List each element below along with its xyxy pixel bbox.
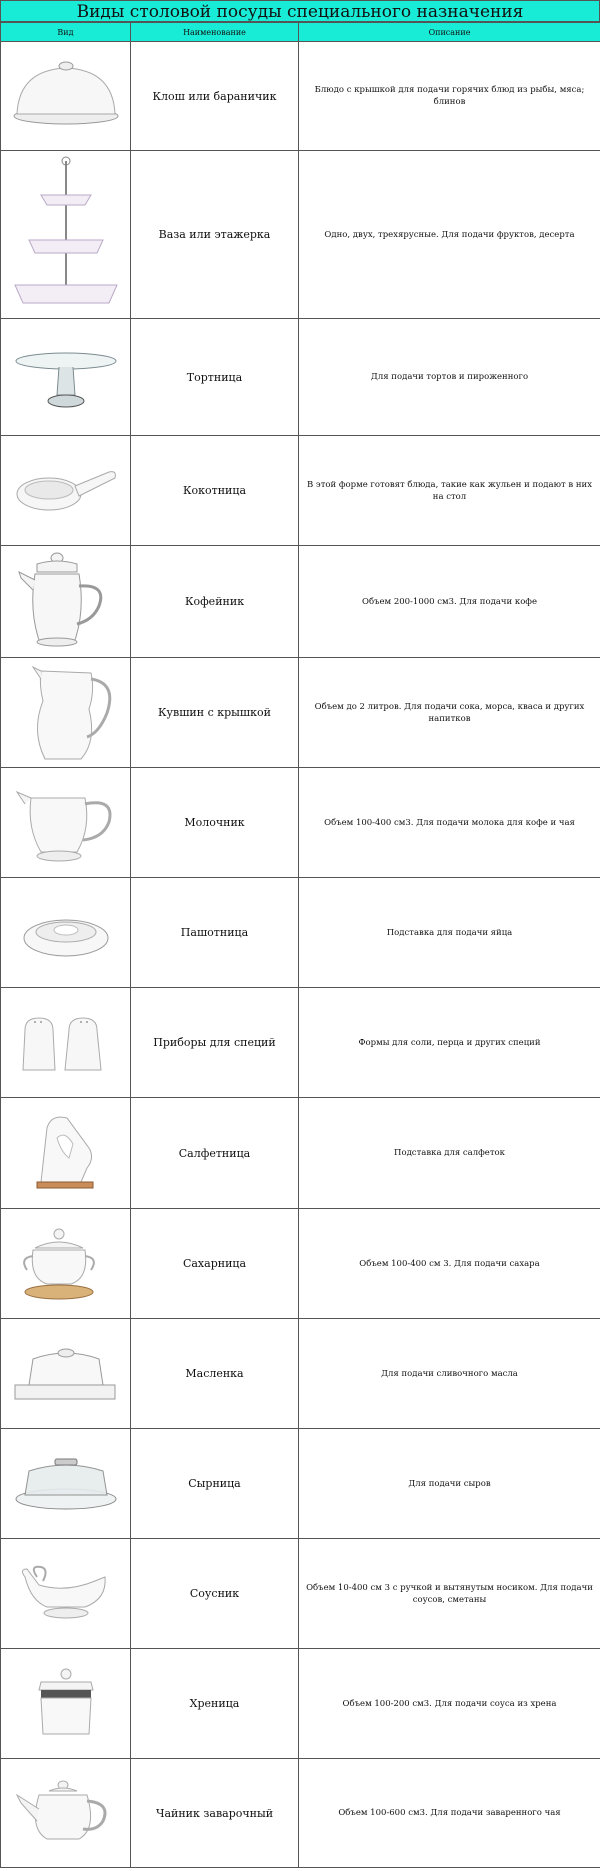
row-image-cell [1,1319,131,1429]
table-row [1,988,600,1098]
row-image-cell [1,42,131,151]
row-image-cell [1,1429,131,1539]
gravy-boat-icon [11,1559,121,1629]
butter-dish-icon [11,1339,121,1409]
row-image-cell [1,878,131,988]
creamer-icon [11,778,121,868]
row-image-cell [1,988,131,1098]
row-description: Одно, двух, трехярусные. Для подачи фруктов, десерта [299,151,600,319]
coffee-pot-icon [11,550,121,654]
cake-stand-icon [11,337,121,417]
cocotte-icon [11,456,121,526]
row-name: Хреница [131,1649,299,1759]
row-name: Клош или бараничик [131,42,299,151]
row-image-cell [1,1209,131,1319]
row-name: Приборы для специй [131,988,299,1098]
row-name: Кофейник [131,546,299,658]
row-name: Чайник заварочный [131,1759,299,1868]
row-name: Сахарница [131,1209,299,1319]
row-description: В этой форме готовят блюда, такие как жульен и подают в них на стол [299,436,600,546]
row-description: Объем 100-400 см 3. Для подачи сахара [299,1209,600,1319]
row-image-cell [1,546,131,658]
row-name: Молочник [131,768,299,878]
table-row [1,1429,600,1539]
napkin-holder-icon [11,1108,121,1198]
row-image-cell [1,319,131,436]
row-image-cell [1,1539,131,1649]
tableware-table [0,22,600,1868]
teapot-icon [11,1773,121,1853]
row-description: Объем до 2 литров. Для подачи сока, морса, кваса и других напитков [299,658,600,768]
horseradish-pot-icon [11,1664,121,1744]
table-row [1,319,600,436]
row-description: Формы для соли, перца и других специй [299,988,600,1098]
row-name: Салфетница [131,1098,299,1209]
column-header-description: Описание [299,23,600,42]
sugar-bowl-icon [11,1224,121,1304]
row-name: Соусник [131,1539,299,1649]
row-name: Пашотница [131,878,299,988]
table-row [1,1759,600,1868]
row-name: Кувшин с крышкой [131,658,299,768]
row-description: Объем 100-400 см3. Для подачи молока для кофе и чая [299,768,600,878]
table-row [1,768,600,878]
tiered-stand-icon [11,155,121,315]
table-row [1,1649,600,1759]
row-image-cell [1,1649,131,1759]
table-row [1,151,600,319]
row-image-cell [1,768,131,878]
table-row [1,42,600,151]
row-description: Подставка для подачи яйца [299,878,600,988]
table-row [1,436,600,546]
row-name: Ваза или этажерка [131,151,299,319]
row-description: Объем 200-1000 см3. Для подачи кофе [299,546,600,658]
table-row [1,546,600,658]
row-name: Сырница [131,1429,299,1539]
row-image-cell [1,436,131,546]
row-description: Объем 100-600 см3. Для подачи заваренного чая [299,1759,600,1868]
row-description: Для подачи сыров [299,1429,600,1539]
cheese-dish-icon [11,1449,121,1519]
row-description: Для подачи сливочного масла [299,1319,600,1429]
table-row [1,878,600,988]
row-image-cell [1,658,131,768]
table-row [1,1539,600,1649]
salt-pepper-icon [11,1008,121,1078]
row-image-cell [1,151,131,319]
cloche-icon [11,56,121,136]
row-name: Тортница [131,319,299,436]
table-header-row [1,23,600,42]
row-description: Для подачи тортов и пироженного [299,319,600,436]
column-header-name: Наименование [131,23,299,42]
row-name: Масленка [131,1319,299,1429]
table-row [1,1209,600,1319]
row-name: Кокотница [131,436,299,546]
table-row [1,658,600,768]
page-title: Виды столовой посуды специального назначения [0,0,600,22]
table-row [1,1098,600,1209]
table-row [1,1319,600,1429]
row-image-cell [1,1098,131,1209]
egg-cup-icon [11,898,121,968]
row-image-cell [1,1759,131,1868]
row-description: Подставка для салфеток [299,1098,600,1209]
row-description: Объем 100-200 см3. Для подачи соуса из хрена [299,1649,600,1759]
column-header-view: Вид [1,23,131,42]
jug-icon [11,661,121,765]
row-description: Объем 10-400 см 3 с ручкой и вытянутым носиком. Для подачи соусов, сметаны [299,1539,600,1649]
row-description: Блюдо с крышкой для подачи горячих блюд из рыбы, мяса; блинов [299,42,600,151]
